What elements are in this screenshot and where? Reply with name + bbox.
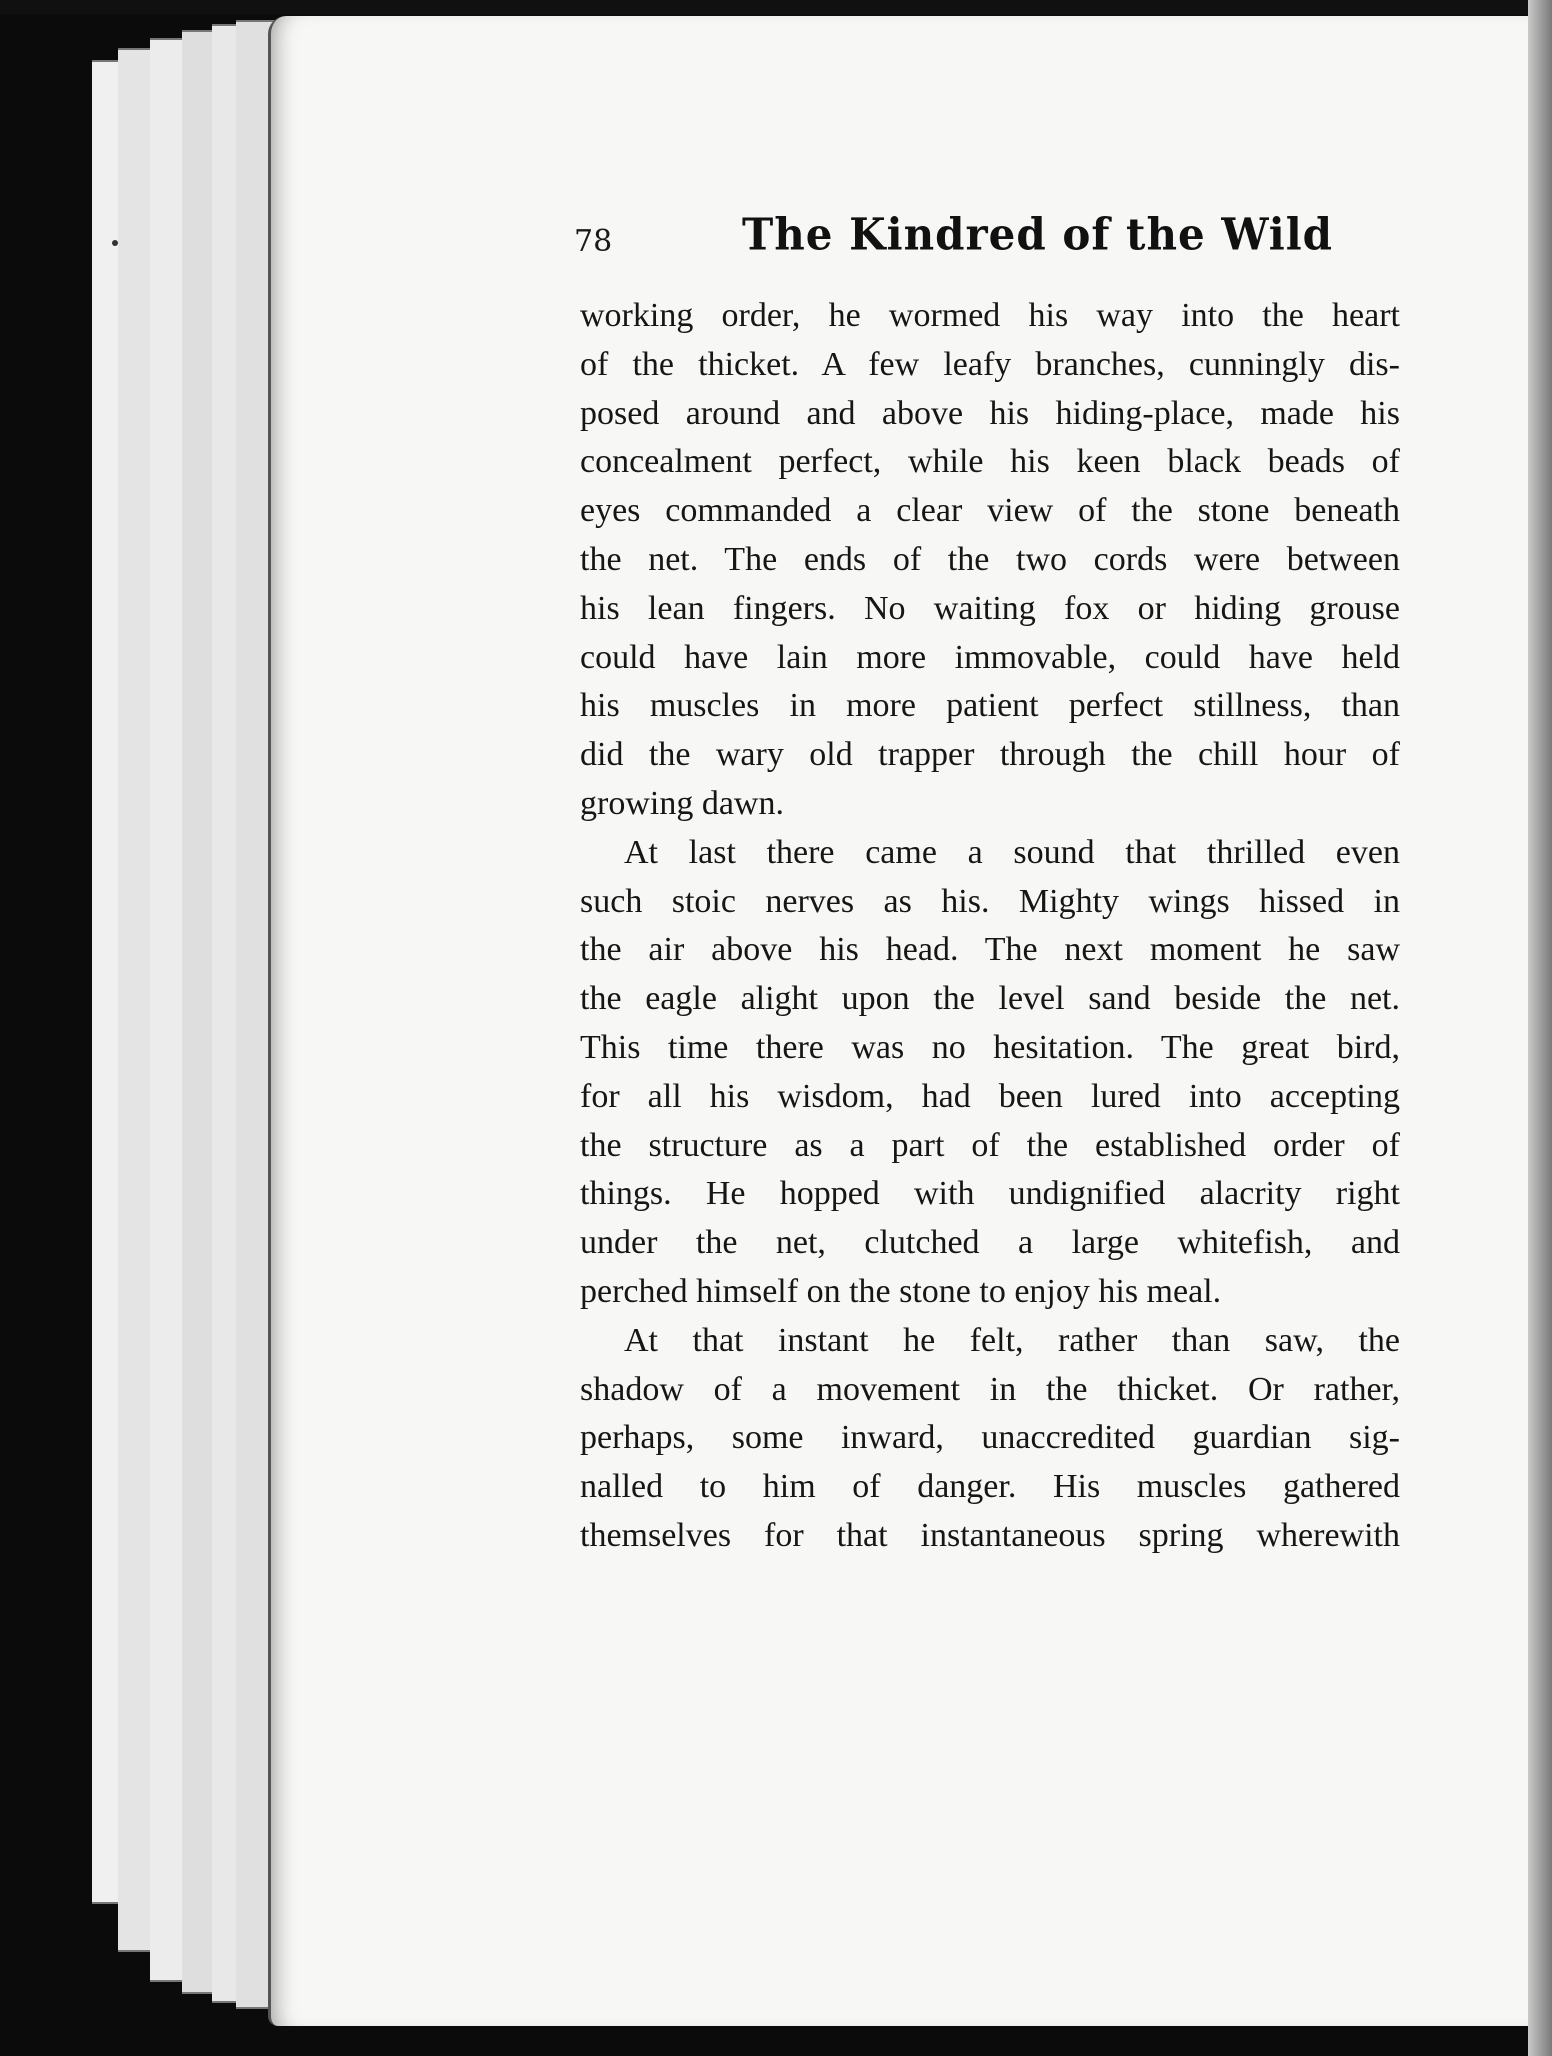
scan-top-border — [0, 0, 1552, 14]
running-head: The Kindred of the Wild — [742, 208, 1334, 261]
text-line: growing dawn. — [580, 784, 784, 822]
text-line: under the net, clutched a large whitefish, and — [580, 1224, 1400, 1262]
text-line: eyes commanded a clear view of the stone beneath — [580, 492, 1400, 530]
text-line: such stoic nerves as his. Mighty wings hissed in — [580, 882, 1400, 920]
text-line: posed around and above his hiding-place, made his — [580, 394, 1400, 432]
text-line: working order, he wormed his way into the heart — [580, 297, 1400, 334]
text-line: concealment perfect, while his keen black beads of — [580, 443, 1400, 481]
text-line: for all his wisdom, had been lured into accepting — [580, 1077, 1400, 1115]
text-line: the eagle alight upon the level sand beside the net. — [580, 980, 1400, 1018]
text-line: his muscles in more patient perfect stillness, than — [580, 687, 1400, 725]
scan-speck — [112, 240, 118, 246]
text-line: the net. The ends of the two cords were between — [580, 540, 1400, 578]
text-line: his lean fingers. No waiting fox or hiding grouse — [580, 589, 1400, 627]
text-line: shadow of a movement in the thicket. Or rather, — [580, 1370, 1400, 1408]
text-line: perched himself on the stone to enjoy his meal. — [580, 1272, 1222, 1310]
page-number: 78 — [574, 224, 613, 259]
text-line: things. He hopped with undignified alacrity right — [580, 1175, 1400, 1213]
text-line: This time there was no hesitation. The great bird, — [580, 1028, 1400, 1066]
body-text — [580, 292, 1400, 1561]
text-line: of the thicket. A few leafy branches, cunningly dis- — [580, 345, 1400, 383]
text-line: the structure as a part of the established order of — [580, 1126, 1400, 1164]
text-line: themselves for that instantaneous spring wherewith — [580, 1516, 1400, 1554]
page-gutter-shadow — [1528, 0, 1552, 2056]
text-line: At last there came a sound that thrilled even — [624, 833, 1400, 871]
text-line: could have lain more immovable, could have held — [580, 638, 1400, 676]
text-line: the air above his head. The next moment he saw — [580, 931, 1400, 969]
text-line: nalled to him of danger. His muscles gathered — [580, 1468, 1400, 1506]
text-line: At that instant he felt, rather than saw, the — [624, 1321, 1400, 1359]
page-header — [574, 210, 1334, 270]
text-line: perhaps, some inward, unaccredited guardian sig- — [580, 1419, 1400, 1457]
text-line: did the wary old trapper through the chill hour of — [580, 736, 1400, 774]
